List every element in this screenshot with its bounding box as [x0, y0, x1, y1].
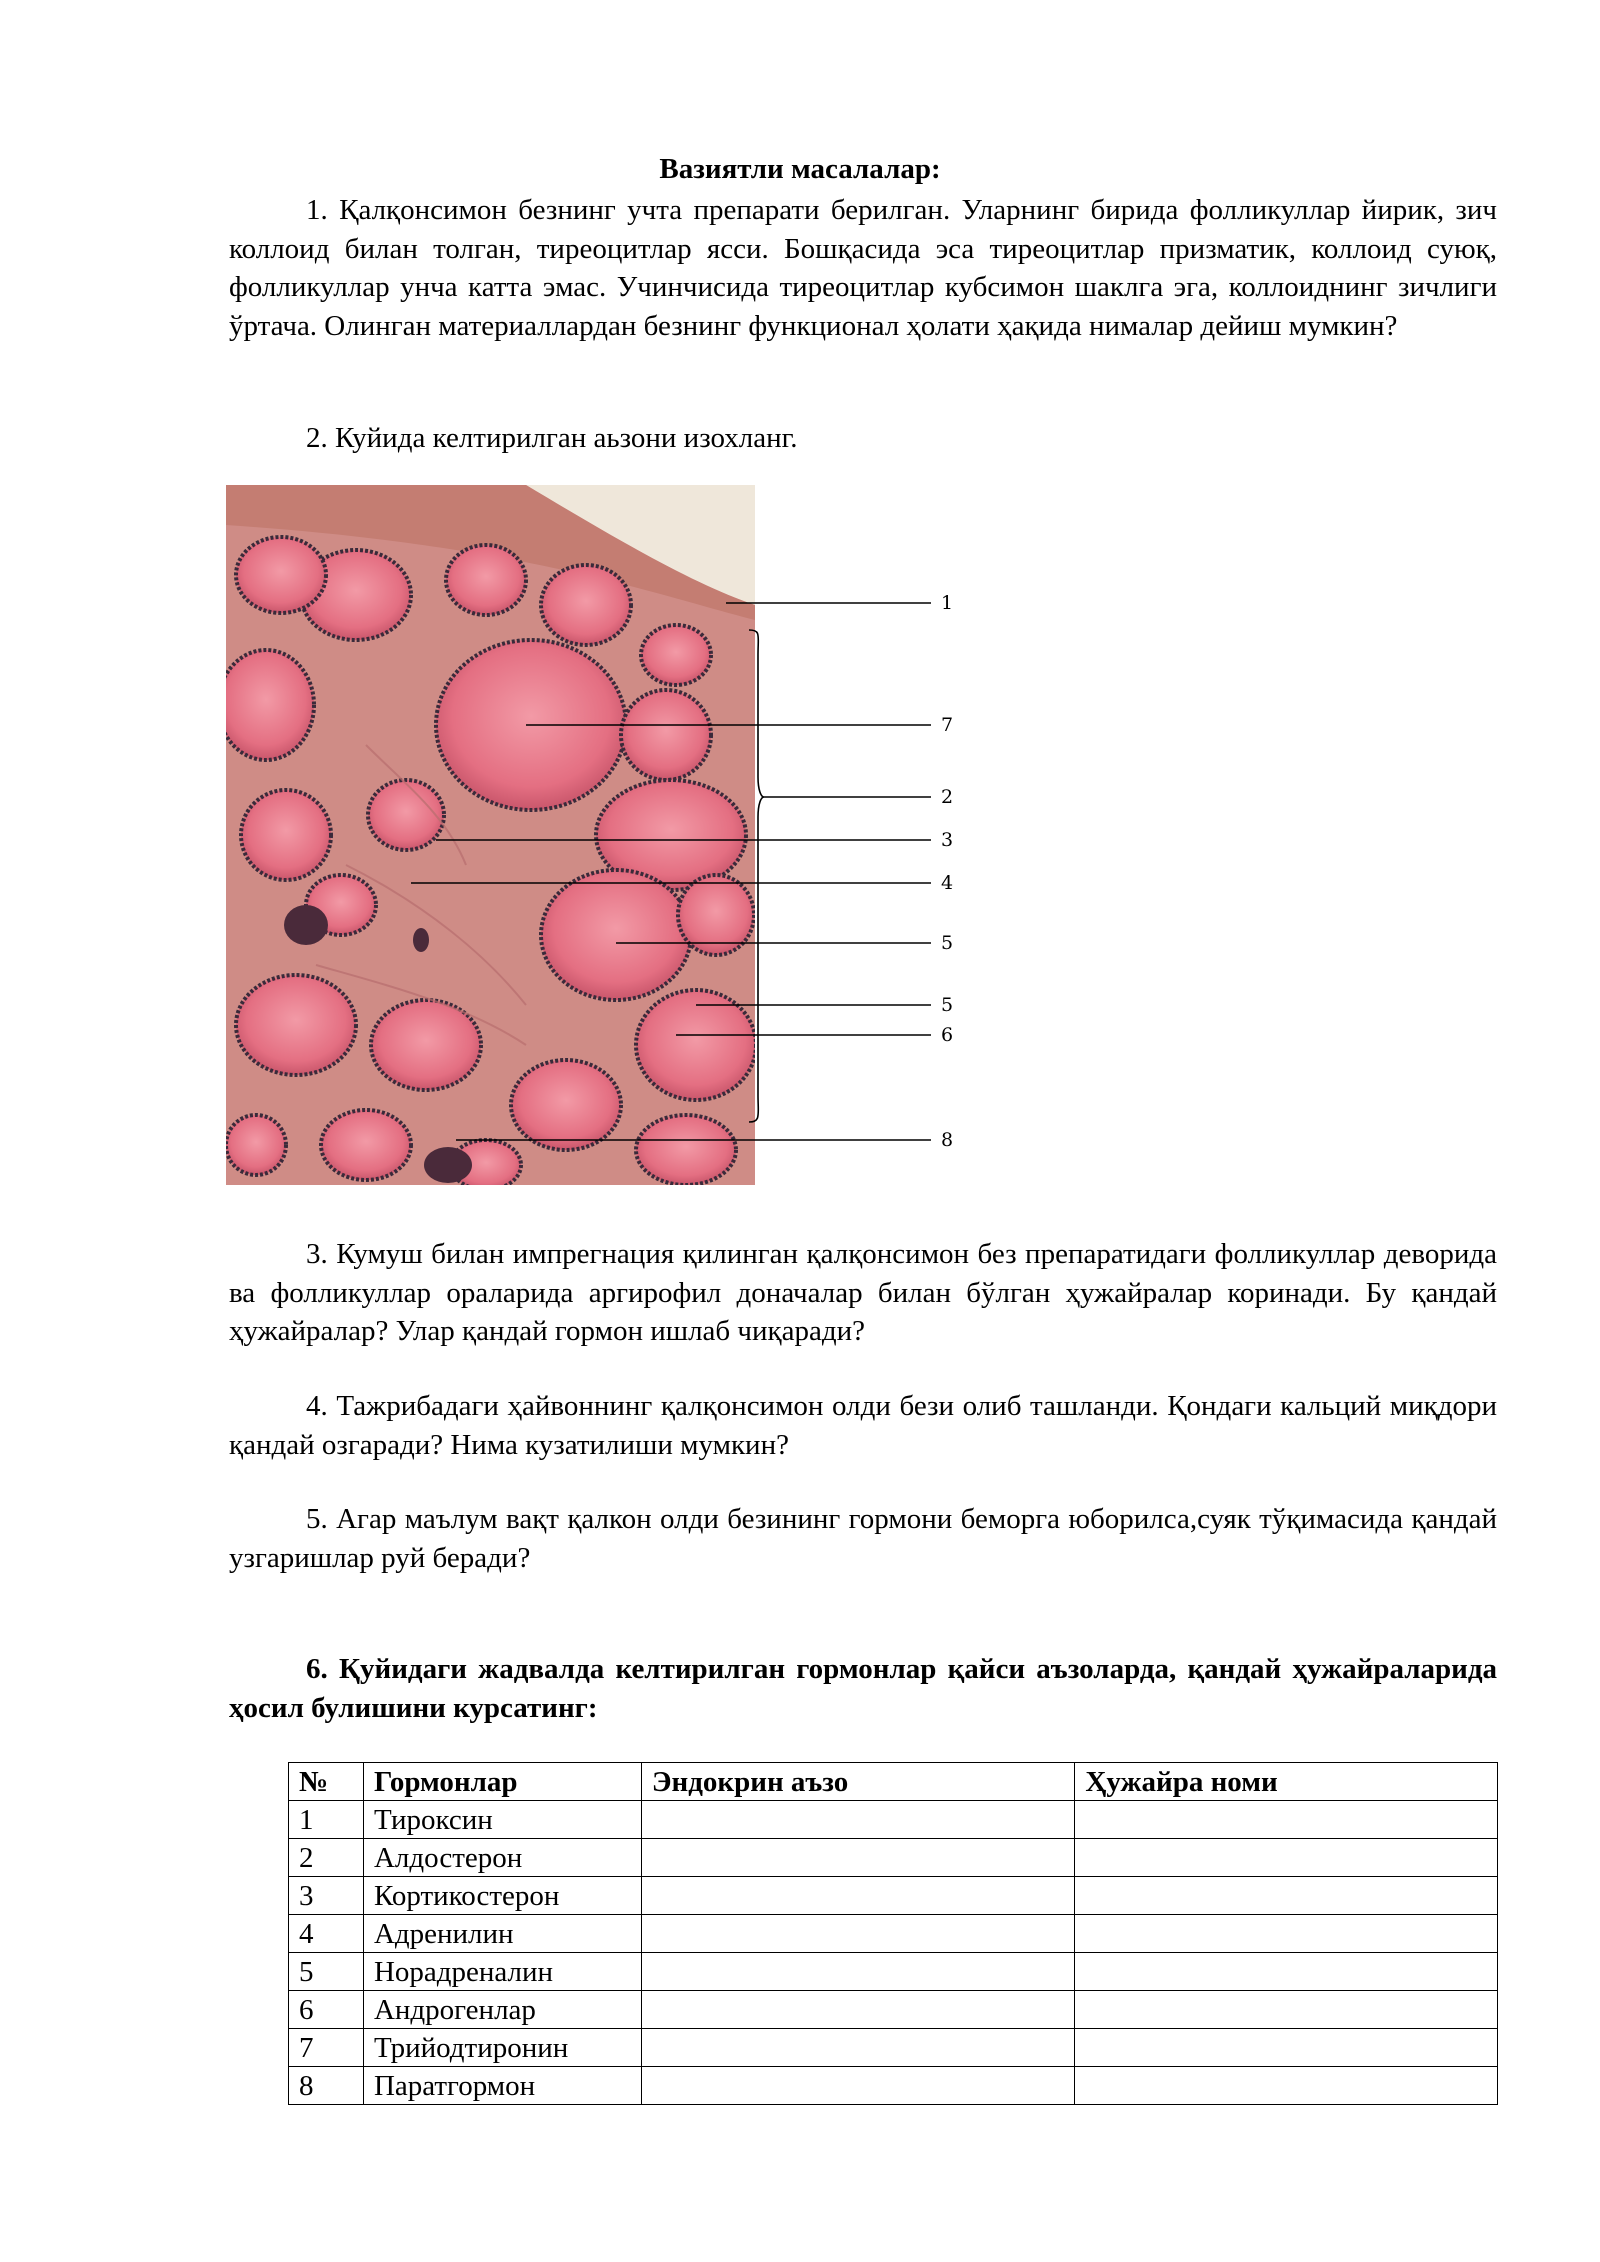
- cell-cell-name[interactable]: [1075, 1877, 1498, 1915]
- table-row: [289, 1915, 1498, 1953]
- cell-hormone: Трийодтиронин: [363, 2029, 641, 2067]
- cell-endocrine-organ[interactable]: [641, 2029, 1075, 2067]
- cell-endocrine-organ[interactable]: [641, 2067, 1075, 2105]
- thyroid-micrograph-figure: [226, 485, 986, 1185]
- label-3: 3: [941, 829, 954, 851]
- cell-endocrine-organ[interactable]: [641, 1877, 1075, 1915]
- cell-number: 6: [289, 1991, 364, 2029]
- label-2: 2: [941, 786, 954, 808]
- cell-number: 5: [289, 1953, 364, 1991]
- cell-cell-name[interactable]: [1075, 2067, 1498, 2105]
- table-row: [289, 1991, 1498, 2029]
- question-6: 6. Қуйидаги жадвалда келтирилган гормонлар қайси аъзоларда, қандай ҳужайраларида ҳосил булишини курсатинг:: [229, 1653, 1497, 1724]
- table-row: [289, 1839, 1498, 1877]
- table-row: [289, 1801, 1498, 1839]
- cell-cell-name[interactable]: [1075, 1801, 1498, 1839]
- table-body: [289, 1801, 1498, 2105]
- cell-hormone: Кортикостерон: [363, 1877, 641, 1915]
- table-row: [289, 1953, 1498, 1991]
- cell-endocrine-organ[interactable]: [641, 1839, 1075, 1877]
- cell-cell-name[interactable]: [1075, 1953, 1498, 1991]
- cell-hormone: Норадреналин: [363, 1953, 641, 1991]
- cell-endocrine-organ[interactable]: [641, 1915, 1075, 1953]
- question-4: 4. Тажрибадаги ҳайвоннинг қалқонсимон олди бези олиб ташланди. Қондаги кальций миқдори қандай озгаради? Нима кузатилиши мумкин?: [229, 1390, 1497, 1461]
- cell-number: 7: [289, 2029, 364, 2067]
- cell-endocrine-organ[interactable]: [641, 1953, 1075, 1991]
- label-8: 8: [941, 1129, 954, 1151]
- cell-number: 3: [289, 1877, 364, 1915]
- cell-endocrine-organ[interactable]: [641, 1991, 1075, 2029]
- cell-hormone: Тироксин: [363, 1801, 641, 1839]
- header-number: №: [289, 1763, 364, 1801]
- cell-hormone: Алдостерон: [363, 1839, 641, 1877]
- header-hormones: Гормонлар: [363, 1763, 641, 1801]
- cell-number: 4: [289, 1915, 364, 1953]
- table-header-row: [289, 1763, 1498, 1801]
- cell-cell-name[interactable]: [1075, 1991, 1498, 2029]
- cell-cell-name[interactable]: [1075, 1839, 1498, 1877]
- question-2: 2. Куйида келтирилган аьзони изохланг.: [306, 422, 798, 454]
- page-title: Вазиятли масалалар:: [659, 153, 941, 185]
- hormones-table: [288, 1762, 1498, 2105]
- cell-hormone: Адренилин: [363, 1915, 641, 1953]
- table-row: [289, 1877, 1498, 1915]
- label-5b: 5: [941, 994, 954, 1016]
- label-4: 4: [941, 872, 954, 894]
- table-row: [289, 2067, 1498, 2105]
- header-cell-name: Ҳужайра номи: [1075, 1763, 1498, 1801]
- question-5: 5. Агар маълум вақт қалкон олди безининг гормони беморга юборилса,суяк тўқимасида қандай узгаришлар руй беради?: [229, 1503, 1497, 1574]
- cell-cell-name[interactable]: [1075, 1915, 1498, 1953]
- cell-hormone: Андрогенлар: [363, 1991, 641, 2029]
- label-1: 1: [941, 592, 954, 614]
- label-6: 6: [941, 1024, 954, 1046]
- figure-leader-lines: [226, 485, 986, 1185]
- table-row: [289, 2029, 1498, 2067]
- label-7: 7: [941, 714, 954, 736]
- cell-number: 1: [289, 1801, 364, 1839]
- header-endocrine-organ: Эндокрин аъзо: [641, 1763, 1075, 1801]
- question-3: 3. Кумуш билан импрегнация қилинган қалқонсимон без препаратидаги фолликуллар деворида ва фолликуллар ораларида аргирофил доначалар билан бўлган ҳужайралар коринади. Бу қандай ҳужайралар? Улар қандай гормон ишлаб чиқаради?: [229, 1238, 1497, 1347]
- question-1: 1. Қалқонсимон безнинг учта препарати берилган. Уларнинг бирида фолликуллар йирик, зич коллоид билан толган, тиреоцитлар ясси. Бошқасида эса тиреоцитлар призматик, коллоид суюқ, фолликуллар унча катта эмас. Учинчисида тиреоцитлар кубсимон шаклга эга, коллоиднинг зичлиги ўртача. Олинган материаллардан безнинг функционал ҳолати ҳақида нималар дейиш мумкин?: [229, 194, 1497, 342]
- cell-number: 2: [289, 1839, 364, 1877]
- cell-number: 8: [289, 2067, 364, 2105]
- cell-endocrine-organ[interactable]: [641, 1801, 1075, 1839]
- cell-hormone: Паратгормон: [363, 2067, 641, 2105]
- label-5a: 5: [941, 932, 954, 954]
- cell-cell-name[interactable]: [1075, 2029, 1498, 2067]
